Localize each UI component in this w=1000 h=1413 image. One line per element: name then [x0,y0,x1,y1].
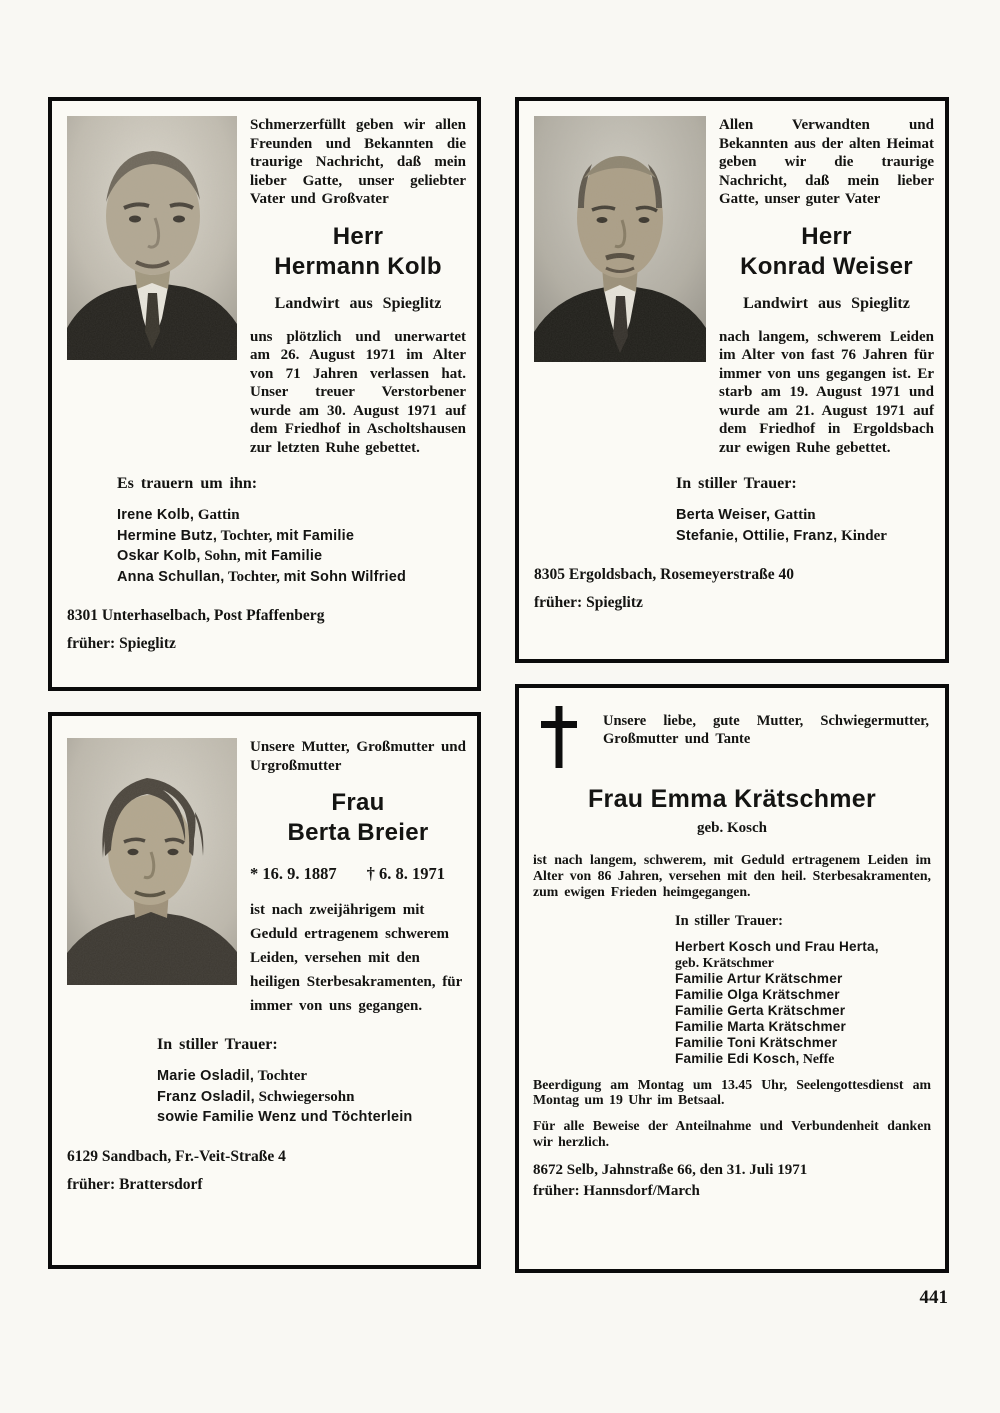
mourner-line: Familie Toni Krätschmer [675,1034,838,1050]
intro-text: Schmerzerfüllt geben wir allen Freunden und Bekannten die traurige Nachricht, daß mein lieber Gatte, unser geliebter Vater und Großvater [250,117,466,207]
obituary-hermann-kolb [48,97,481,691]
mourner-line: Familie Olga Krätschmer [675,987,840,1003]
mourner-line: sowie Familie Wenz und Töchterlein [157,1109,413,1125]
portrait-photo-berta-breier [67,738,237,985]
deceased-title: Herr [332,222,384,250]
birth-date: * 16. 9. 1887 [250,864,337,883]
mourner-line: geb. Krätschmer [675,955,774,971]
mourners-list [117,505,466,587]
deceased-title: Herr [801,222,852,250]
obituary-body: nach langem, schwerem Leiden im Alter von fast 76 Jahren für immer von uns gegangen ist. Er starb am 19. August 1971 und wurde am 21. August 1971 auf dem Friedhof in Ergoldsbach zur ewigen Ruhe gebettet. [719,328,934,456]
obituary-body: uns plötzlich und unerwartet am 26. August 1971 im Alter von 71 Jahren verlassen hat. Unser treuer Verstorbener wurde am 30. August 1971 auf dem Friedhof in Ascholtshausen zur letzten Ruhe gebettet. [250,328,466,456]
deceased-name: Konrad Weiser [740,252,913,280]
mourner-line: Franz Osladil, Schwiegersohn [157,1088,355,1105]
address-line: 6129 Sandbach, Fr.-Veit-Straße 4 [67,1147,286,1165]
deceased-name: Hermann Kolb [274,252,442,280]
mourner-line: Irene Kolb, Gattin [117,507,240,523]
mourner-line: Herbert Kosch und Frau Herta, [675,939,879,955]
intro-text: Allen Verwandten und Bekannten aus der alten Heimat geben wir die traurige Nachricht, daß mein lieber Gatte, unser guter Vater [719,117,934,207]
closing-paragraphs [533,1077,931,1150]
obituary-body: ist nach zweijährigem mit Geduld ertragenem schwerem Leiden, versehen mit den heiligen Sterbesakramenten, für immer von uns gegangen. [250,902,462,1014]
former-residence: früher: Hannsdorf/March [533,1182,700,1199]
mourning-intro: In stiller Trauer: [157,1036,278,1053]
mourner-line: Hermine Butz, Tochter, mit Familie [117,527,355,544]
mourners-list [676,505,934,546]
address-line: 8301 Unterhaselbach, Post Pfaffenberg [67,607,325,624]
closing-paragraph: Für alle Beweise der Anteilnahme und Verbundenheit danken wir herzlich. [533,1118,931,1150]
deceased-subtitle: Landwirt aus Spieglitz [274,294,442,312]
mourners-list [675,939,931,1066]
former-residence: früher: Spieglitz [67,635,176,652]
portrait-photo-hermann-kolb [67,116,237,360]
mourning-intro: In stiller Trauer: [676,475,797,492]
deceased-name: Berta Breier [287,819,429,846]
mourner-line: Marie Osladil, Tochter [157,1068,308,1084]
mourning-intro: Es trauern um ihn: [117,475,258,492]
obituary-emma-kraetschmer [515,684,949,1273]
life-dates [250,864,466,884]
mourner-line: Familie Artur Krätschmer [675,971,843,987]
mourning-intro: In stiller Trauer: [675,913,783,930]
intro-text: Unsere liebe, gute Mutter, Schwiegermutter, Großmutter und Tante [603,713,929,747]
mourner-line: Berta Weiser, Gattin [676,507,816,523]
mourner-line: Familie Marta Krätschmer [675,1018,847,1034]
mourners-list [157,1066,466,1128]
address-line: 8305 Ergoldsbach, Rosemeyerstraße 40 [534,566,795,583]
intro-text: Unsere Mutter, Großmutter und Urgroßmutter [250,739,466,774]
portrait-photo-konrad-weiser [534,116,706,362]
mourner-line: Stefanie, Ottilie, Franz, Kinder [676,527,887,544]
deceased-title: Frau [331,789,385,816]
cross-icon [541,706,577,768]
deceased-name: Frau Emma Krätschmer [587,785,877,813]
closing-paragraph: Beerdigung am Montag um 13.45 Uhr, Seelengottesdienst am Montag um 19 Uhr im Betsaal. [533,1076,931,1108]
former-residence: früher: Spieglitz [534,594,643,611]
address-line: 8672 Selb, Jahnstraße 66, den 31. Juli 1971 [533,1161,808,1178]
page-number: 441 [919,1287,948,1308]
mourner-line: Oskar Kolb, Sohn, mit Familie [117,548,323,564]
obituary-konrad-weiser [515,97,949,663]
mourner-line: Familie Gerta Krätschmer [675,1003,846,1019]
maiden-name: geb. Kosch [696,820,767,836]
mourner-line: Anna Schullan, Tochter, mit Sohn Wilfried [117,568,407,585]
former-residence: früher: Brattersdorf [67,1175,203,1193]
mourner-line: Familie Edi Kosch, Neffe [675,1050,835,1066]
obituary-berta-breier [48,712,481,1269]
deceased-subtitle: Landwirt aus Spieglitz [743,294,910,312]
death-date: † 6. 8. 1971 [366,864,445,883]
obituary-body: ist nach langem, schwerem, mit Geduld ertragenem Leiden im Alter von 86 Jahren, versehen mit den heil. Sterbesakramenten, zum ewigen Frieden heimgegangen. [533,852,931,899]
